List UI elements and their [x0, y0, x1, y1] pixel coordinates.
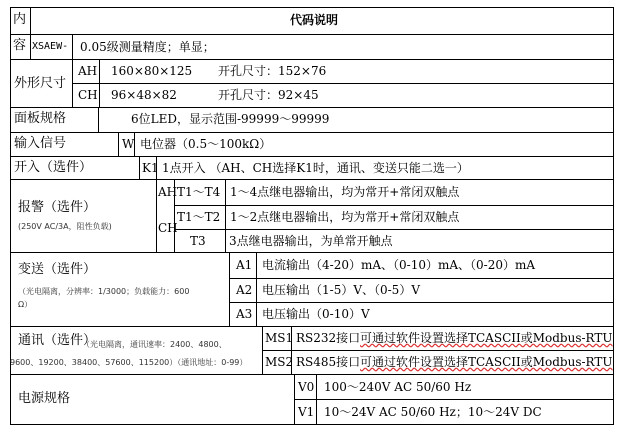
alarm-item-code: T3: [190, 234, 206, 248]
switch-in-description: 1点开入 （AH、CH选择K1时，通讯、变送只能二选一）: [162, 161, 469, 175]
transmit-item-description: 电流输出（4-20）mA、（0-10）mA、（0-20）mA: [262, 258, 536, 272]
panel-label: 面板规格: [14, 111, 67, 126]
input-label: 输入信号: [14, 136, 67, 151]
power-item-code: V0: [298, 380, 315, 394]
transmit-note: Ω）: [18, 300, 33, 309]
size-dims-ah: 160×80×125: [111, 64, 193, 78]
alarm-item-code: T1～T4: [177, 185, 221, 199]
panel-description: 6位LED，显示范围-99999～99999: [131, 112, 330, 126]
transmit-item-code: A2: [236, 283, 253, 297]
transmit-item-description: 电压输出（1-5）V、（0-5）V: [262, 283, 420, 297]
power-item-description: 100～240V AC 50/60 Hz: [324, 380, 472, 394]
alarm-note: (250V AC/3A，阻性负载): [18, 222, 112, 231]
alarm-item-description: 1～2点继电器输出，均为常开+常闭双触点: [230, 210, 460, 224]
transmit-item-code: A3: [236, 307, 253, 321]
comm-item-description: 可通过软件设置选择TCASCII或Modbus-RTU: [360, 355, 613, 369]
alarm-item-description: 1～4点继电器输出，均为常开+常闭双触点: [230, 185, 460, 199]
alarm-item-code: T1～T2: [177, 210, 221, 224]
transmit-item-description: 电压输出（0-10）V: [262, 307, 370, 321]
alarm-item-description: 3点继电器输出，为单常开触点: [229, 234, 393, 248]
alarm-code-ah: AH: [158, 185, 178, 199]
comm-item-code: MS1: [265, 331, 294, 345]
comm-item-interface: RS232接口: [296, 331, 361, 345]
size-cutout-ch: 开孔尺寸：92×45: [218, 88, 319, 102]
comm-item-code: MS2: [265, 355, 294, 369]
power-label: 电源规格: [18, 391, 71, 406]
power-item-code: V1: [298, 405, 315, 419]
header-left-char: 内: [13, 12, 27, 27]
model-code: XSAEW-: [32, 41, 69, 52]
input-code: W: [122, 137, 135, 151]
switch-in-code: K1: [142, 161, 159, 175]
transmit-note: （光电隔离，分辨率：1/3000；负载能力：600: [18, 287, 190, 296]
size-dims-ch: 96×48×82: [111, 88, 177, 102]
transmit-item-code: A1: [236, 258, 253, 272]
power-item-description: 10～24V AC 50/60 Hz；10～24V DC: [324, 405, 542, 419]
size-code-ch: CH: [78, 88, 98, 102]
alarm-label: 报警（选件）: [18, 200, 97, 215]
size-label: 外形尺寸: [14, 76, 67, 91]
comm-item-interface: RS485接口: [296, 355, 361, 369]
size-cutout-ah: 开孔尺寸：152×76: [218, 64, 327, 78]
alarm-code-ch: CH: [158, 221, 178, 235]
transmit-label: 变送（选件）: [18, 262, 97, 277]
model-description: 0.05级测量精度；单显；: [80, 40, 215, 54]
content-left-char: 容: [13, 38, 27, 53]
comm-note: （光电隔离，通讯速率：2400、4800、: [82, 340, 227, 349]
comm-item-description: 可通过软件设置选择TCASCII或Modbus-RTU: [360, 331, 613, 345]
size-code-ah: AH: [78, 64, 98, 78]
table-title: 代码说明: [290, 13, 339, 27]
comm-note: 9600、19200、38400、57600、115200）（通讯地址：0-99）: [10, 358, 248, 367]
comm-label: 通讯（选件）: [18, 333, 97, 348]
switch-in-label: 开入（选件）: [14, 160, 93, 175]
input-description: 电位器（0.5～100kΩ）: [140, 137, 272, 151]
